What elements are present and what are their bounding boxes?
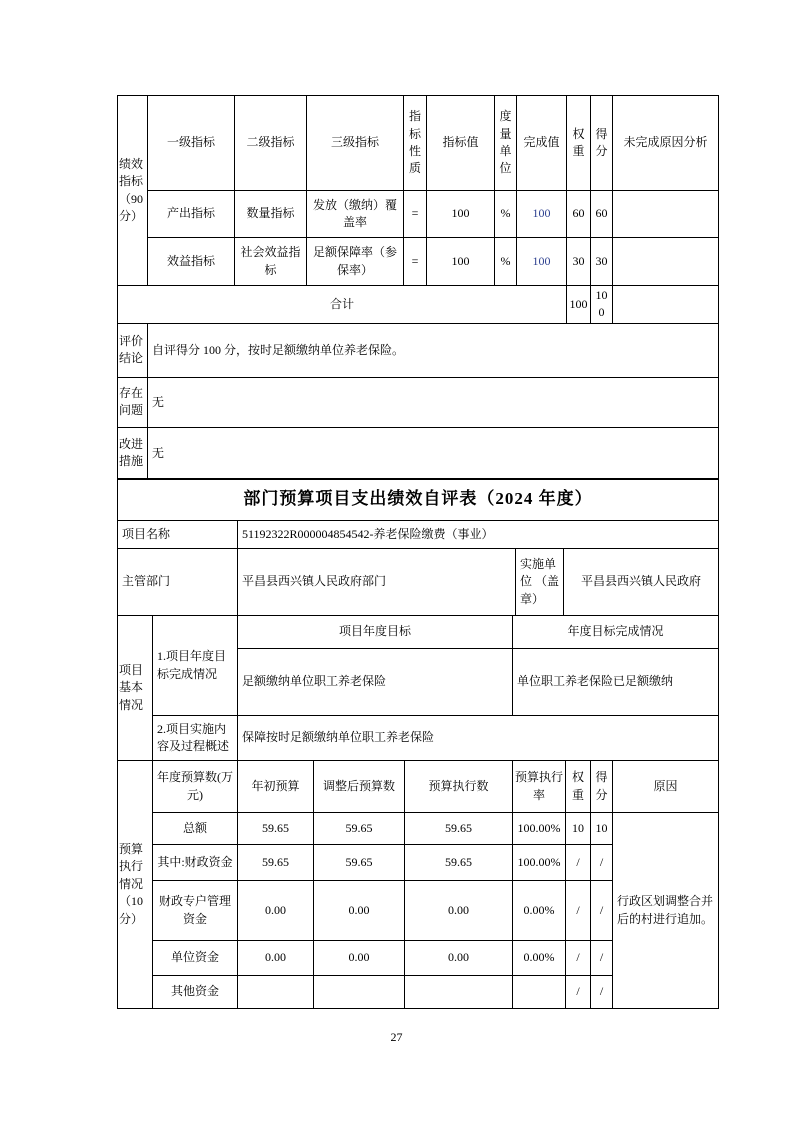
budget-name: 其中:财政资金 — [153, 845, 238, 881]
completion-value: 单位职工养老保险已足额缴纳 — [513, 649, 719, 716]
improvements-row — [118, 427, 719, 479]
budget-initial: 59.65 — [238, 813, 314, 845]
header-score: 得分 — [591, 96, 613, 191]
project-name-value: 51192322R000004854542-养老保险缴费（事业） — [238, 521, 719, 549]
level1-value: 效益指标 — [148, 238, 235, 286]
conclusion-label: 评价结论 — [118, 323, 148, 377]
total-row — [118, 286, 719, 324]
conclusion-row — [118, 323, 719, 377]
header-reason: 未完成原因分析 — [613, 96, 719, 191]
budget-executed: 59.65 — [405, 813, 513, 845]
nature-value: = — [404, 191, 427, 238]
budget-header-row — [118, 761, 719, 813]
budget-score: / — [591, 881, 613, 941]
nature-value: = — [404, 238, 427, 286]
budget-rate: 0.00% — [513, 941, 566, 976]
budget-weight: / — [566, 941, 591, 976]
basic-info-band — [117, 615, 719, 761]
unit-value: % — [495, 191, 517, 238]
problems-label: 存在问题 — [118, 377, 148, 427]
basic-row2-value: 保障按时足额缴纳单位职工养老保险 — [238, 716, 719, 761]
target-value: 100 — [427, 191, 495, 238]
budget-initial: 59.65 — [238, 845, 314, 881]
dept-value: 平昌县西兴镇人民政府部门 — [238, 549, 516, 616]
budget-section-label: 预算执行情况（10分） — [118, 761, 153, 1009]
budget-reason: 行政区划调整合并后的村进行追加。 — [613, 813, 719, 1009]
header-unit: 度量单位 — [495, 96, 517, 191]
basic-process-row — [118, 716, 719, 761]
budget-header-weight: 权重 — [566, 761, 591, 813]
department-band — [117, 548, 719, 616]
level3-value: 足额保障率（参保率） — [307, 238, 404, 286]
budget-score: / — [591, 941, 613, 976]
conclusion-value: 自评得分 100 分，按时足额缴纳单位养老保险。 — [148, 323, 719, 377]
budget-weight: / — [566, 881, 591, 941]
indicator-group-label: 绩效指标（90分） — [118, 96, 148, 286]
budget-score: 10 — [591, 813, 613, 845]
budget-rate: 0.00% — [513, 881, 566, 941]
budget-header-rate: 预算执行率 — [513, 761, 566, 813]
basic-section-label: 项目基本情况 — [118, 616, 153, 761]
basic-header-row — [118, 616, 719, 649]
self-evaluation-table — [117, 478, 719, 1009]
budget-weight: / — [566, 845, 591, 881]
budget-executed — [405, 976, 513, 1009]
problems-row — [118, 377, 719, 427]
improvements-value: 无 — [148, 427, 719, 479]
score-value: 60 — [591, 191, 613, 238]
budget-weight: / — [566, 976, 591, 1009]
dept-label: 主管部门 — [118, 549, 238, 616]
indicator-row-benefit — [118, 238, 719, 286]
budget-initial: 0.00 — [238, 881, 314, 941]
total-reason — [613, 286, 719, 324]
budget-rate: 100.00% — [513, 813, 566, 845]
table1-header-row — [118, 96, 719, 191]
budget-weight: 10 — [566, 813, 591, 845]
budget-score: / — [591, 976, 613, 1009]
target-value: 100 — [427, 238, 495, 286]
budget-adjusted: 0.00 — [314, 881, 405, 941]
level3-value: 发放（缴纳）覆盖率 — [307, 191, 404, 238]
budget-executed: 0.00 — [405, 941, 513, 976]
problems-value: 无 — [148, 377, 719, 427]
header-nature: 指标性质 — [404, 96, 427, 191]
goal-header: 项目年度目标 — [238, 616, 513, 649]
budget-header-adjusted: 调整后预算数 — [314, 761, 405, 813]
budget-rate — [513, 976, 566, 1009]
improvements-label: 改进措施 — [118, 427, 148, 479]
actual-value: 100 — [517, 191, 567, 238]
total-label: 合计 — [118, 286, 567, 324]
budget-name: 其他资金 — [153, 976, 238, 1009]
header-target: 指标值 — [427, 96, 495, 191]
table2-title-band — [117, 478, 719, 521]
actual-value: 100 — [517, 238, 567, 286]
basic-row2-label: 2.项目实施内容及过程概述 — [153, 716, 238, 761]
reason-value — [613, 191, 719, 238]
implement-unit-value: 平昌县西兴镇人民政府 — [564, 549, 719, 616]
header-level1: 一级指标 — [148, 96, 235, 191]
table-title: 部门预算项目支出绩效自评表（2024 年度） — [118, 479, 719, 521]
budget-header-score: 得分 — [591, 761, 613, 813]
total-weight: 100 — [567, 286, 591, 324]
budget-adjusted: 0.00 — [314, 941, 405, 976]
budget-score: / — [591, 845, 613, 881]
weight-value: 30 — [567, 238, 591, 286]
goal-value: 足额缴纳单位职工养老保险 — [238, 649, 513, 716]
budget-name: 总额 — [153, 813, 238, 845]
level2-value: 社会效益指标 — [235, 238, 307, 286]
budget-adjusted: 59.65 — [314, 845, 405, 881]
budget-adjusted — [314, 976, 405, 1009]
budget-name: 财政专户管理资金 — [153, 881, 238, 941]
budget-header-executed: 预算执行数 — [405, 761, 513, 813]
budget-executed: 0.00 — [405, 881, 513, 941]
performance-indicator-table — [117, 95, 719, 480]
budget-executed: 59.65 — [405, 845, 513, 881]
indicator-row-output — [118, 191, 719, 238]
level1-value: 产出指标 — [148, 191, 235, 238]
header-actual: 完成值 — [517, 96, 567, 191]
budget-row-total — [118, 813, 719, 845]
budget-header-reason: 原因 — [613, 761, 719, 813]
budget-header-name: 年度预算数(万元) — [153, 761, 238, 813]
budget-rate: 100.00% — [513, 845, 566, 881]
level2-value: 数量指标 — [235, 191, 307, 238]
total-score: 100 — [591, 286, 613, 324]
page-number: 27 — [390, 1030, 403, 1044]
weight-value: 60 — [567, 191, 591, 238]
project-name-label: 项目名称 — [118, 521, 238, 549]
unit-value: % — [495, 238, 517, 286]
implement-unit-label: 实施单位 （盖章） — [516, 549, 564, 616]
basic-row1-label: 1.项目年度目标完成情况 — [153, 616, 238, 716]
budget-execution-band — [117, 760, 719, 1009]
header-weight: 权重 — [567, 96, 591, 191]
budget-name: 单位资金 — [153, 941, 238, 976]
budget-adjusted: 59.65 — [314, 813, 405, 845]
score-value: 30 — [591, 238, 613, 286]
completion-header: 年度目标完成情况 — [513, 616, 719, 649]
header-level2: 二级指标 — [235, 96, 307, 191]
project-name-band — [117, 520, 719, 549]
budget-header-initial: 年初预算 — [238, 761, 314, 813]
header-level3: 三级指标 — [307, 96, 404, 191]
budget-initial: 0.00 — [238, 941, 314, 976]
budget-initial — [238, 976, 314, 1009]
reason-value — [613, 238, 719, 286]
